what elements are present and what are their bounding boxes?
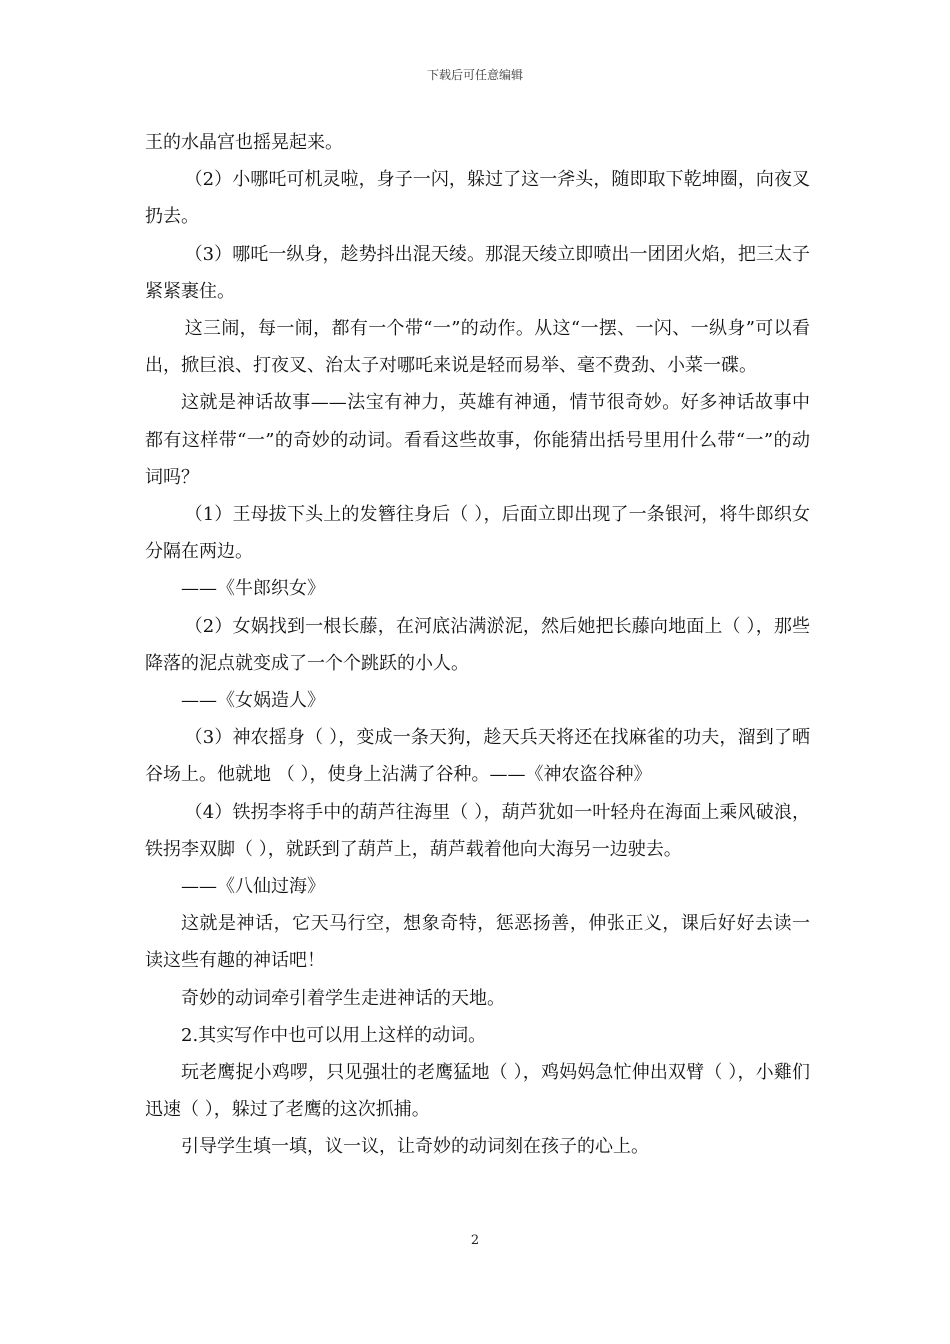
paragraph-9: （4）铁拐李将手中的葫芦往海里（ ），葫芦犹如一叶轻舟在海面上乘风破浪，铁拐李双脚（ ），就跃到了葫芦上，葫芦载着他向大海另一边驶去。 (145, 801, 810, 860)
paragraph-8: （3）神农摇身（ ），变成一条天狗，趁天兵天将还在找麻雀的功夫，溜到了晒谷场上。他就地 （ ），使身上沾满了谷种。——《神农盗谷种》 (145, 727, 810, 786)
paragraph-1: 王的水晶宫也摇晃起来。 (145, 132, 343, 153)
paragraph-2: （2）小哪吒可机灵啦，身子一闪，躲过了这一斧头，随即取下乾坤圈，向夜叉扔去。 (145, 169, 810, 228)
paragraph-7: （2）女娲找到一根长藤，在河底沾满淤泥，然后她把长藤向地面上（ ），那些降落的泥点就变成了一个个跳跃的小人。 (145, 615, 810, 674)
page-number: 2 (470, 1233, 480, 1248)
paragraph-6: （1）王母拔下头上的发簪往身后（ ），后面立即出现了一条银河，将牛郎织女分隔在两边。 (145, 504, 810, 563)
paragraph-11: 奇妙的动词牵引着学生走进神话的天地。 (181, 987, 505, 1009)
paragraph-14: 引导学生填一填，议一议，让奇妙的动词刻在孩子的心上。 (181, 1136, 649, 1158)
paragraph-13: 玩老鹰捉小鸡啰，只见强壮的老鹰猛地（ ），鸡妈妈急忙伸出双臂（ ），小雞们迅速（ ），躲过了老鹰的这次抓捕。 (145, 1062, 810, 1121)
paragraph-3: （3）哪吒一纵身，趁势抖出混天绫。那混天绫立即喷出一团团火焰，把三太子紧紧裹住。 (145, 243, 810, 302)
paragraph-12: 2.其实写作中也可以用上这样的动词。 (181, 1024, 487, 1046)
paragraph-10: 这就是神话，它天马行空，想象奇特，惩恶扬善，伸张正义，课后好好去读一读这些有趣的神话吧！ (145, 913, 810, 972)
paragraph-5: 这就是神话故事——法宝有神力，英雄有神通，情节很奇妙。好多神话故事中都有这样带“一”的奇妙的动词。看看这些故事，你能猜出括号里用什么带“一”的动词吗？ (145, 392, 810, 488)
source-attribution-1: ——《牛郎织女》 (181, 578, 325, 600)
source-attribution-3: ——《八仙过海》 (181, 876, 325, 898)
source-attribution-2: ——《女娲造人》 (181, 690, 325, 712)
page-header: 下载后可任意编辑 (426, 68, 523, 82)
paragraph-4: 这三闹，每一闹，都有一个带“一”的动作。从这“一摆、一闪、一纵身”可以看出，掀巨浪、打夜叉、治太子对哪吒来说是轻而易举、毫不费劲、小菜一碟。 (145, 318, 810, 377)
document-body (145, 124, 810, 1166)
